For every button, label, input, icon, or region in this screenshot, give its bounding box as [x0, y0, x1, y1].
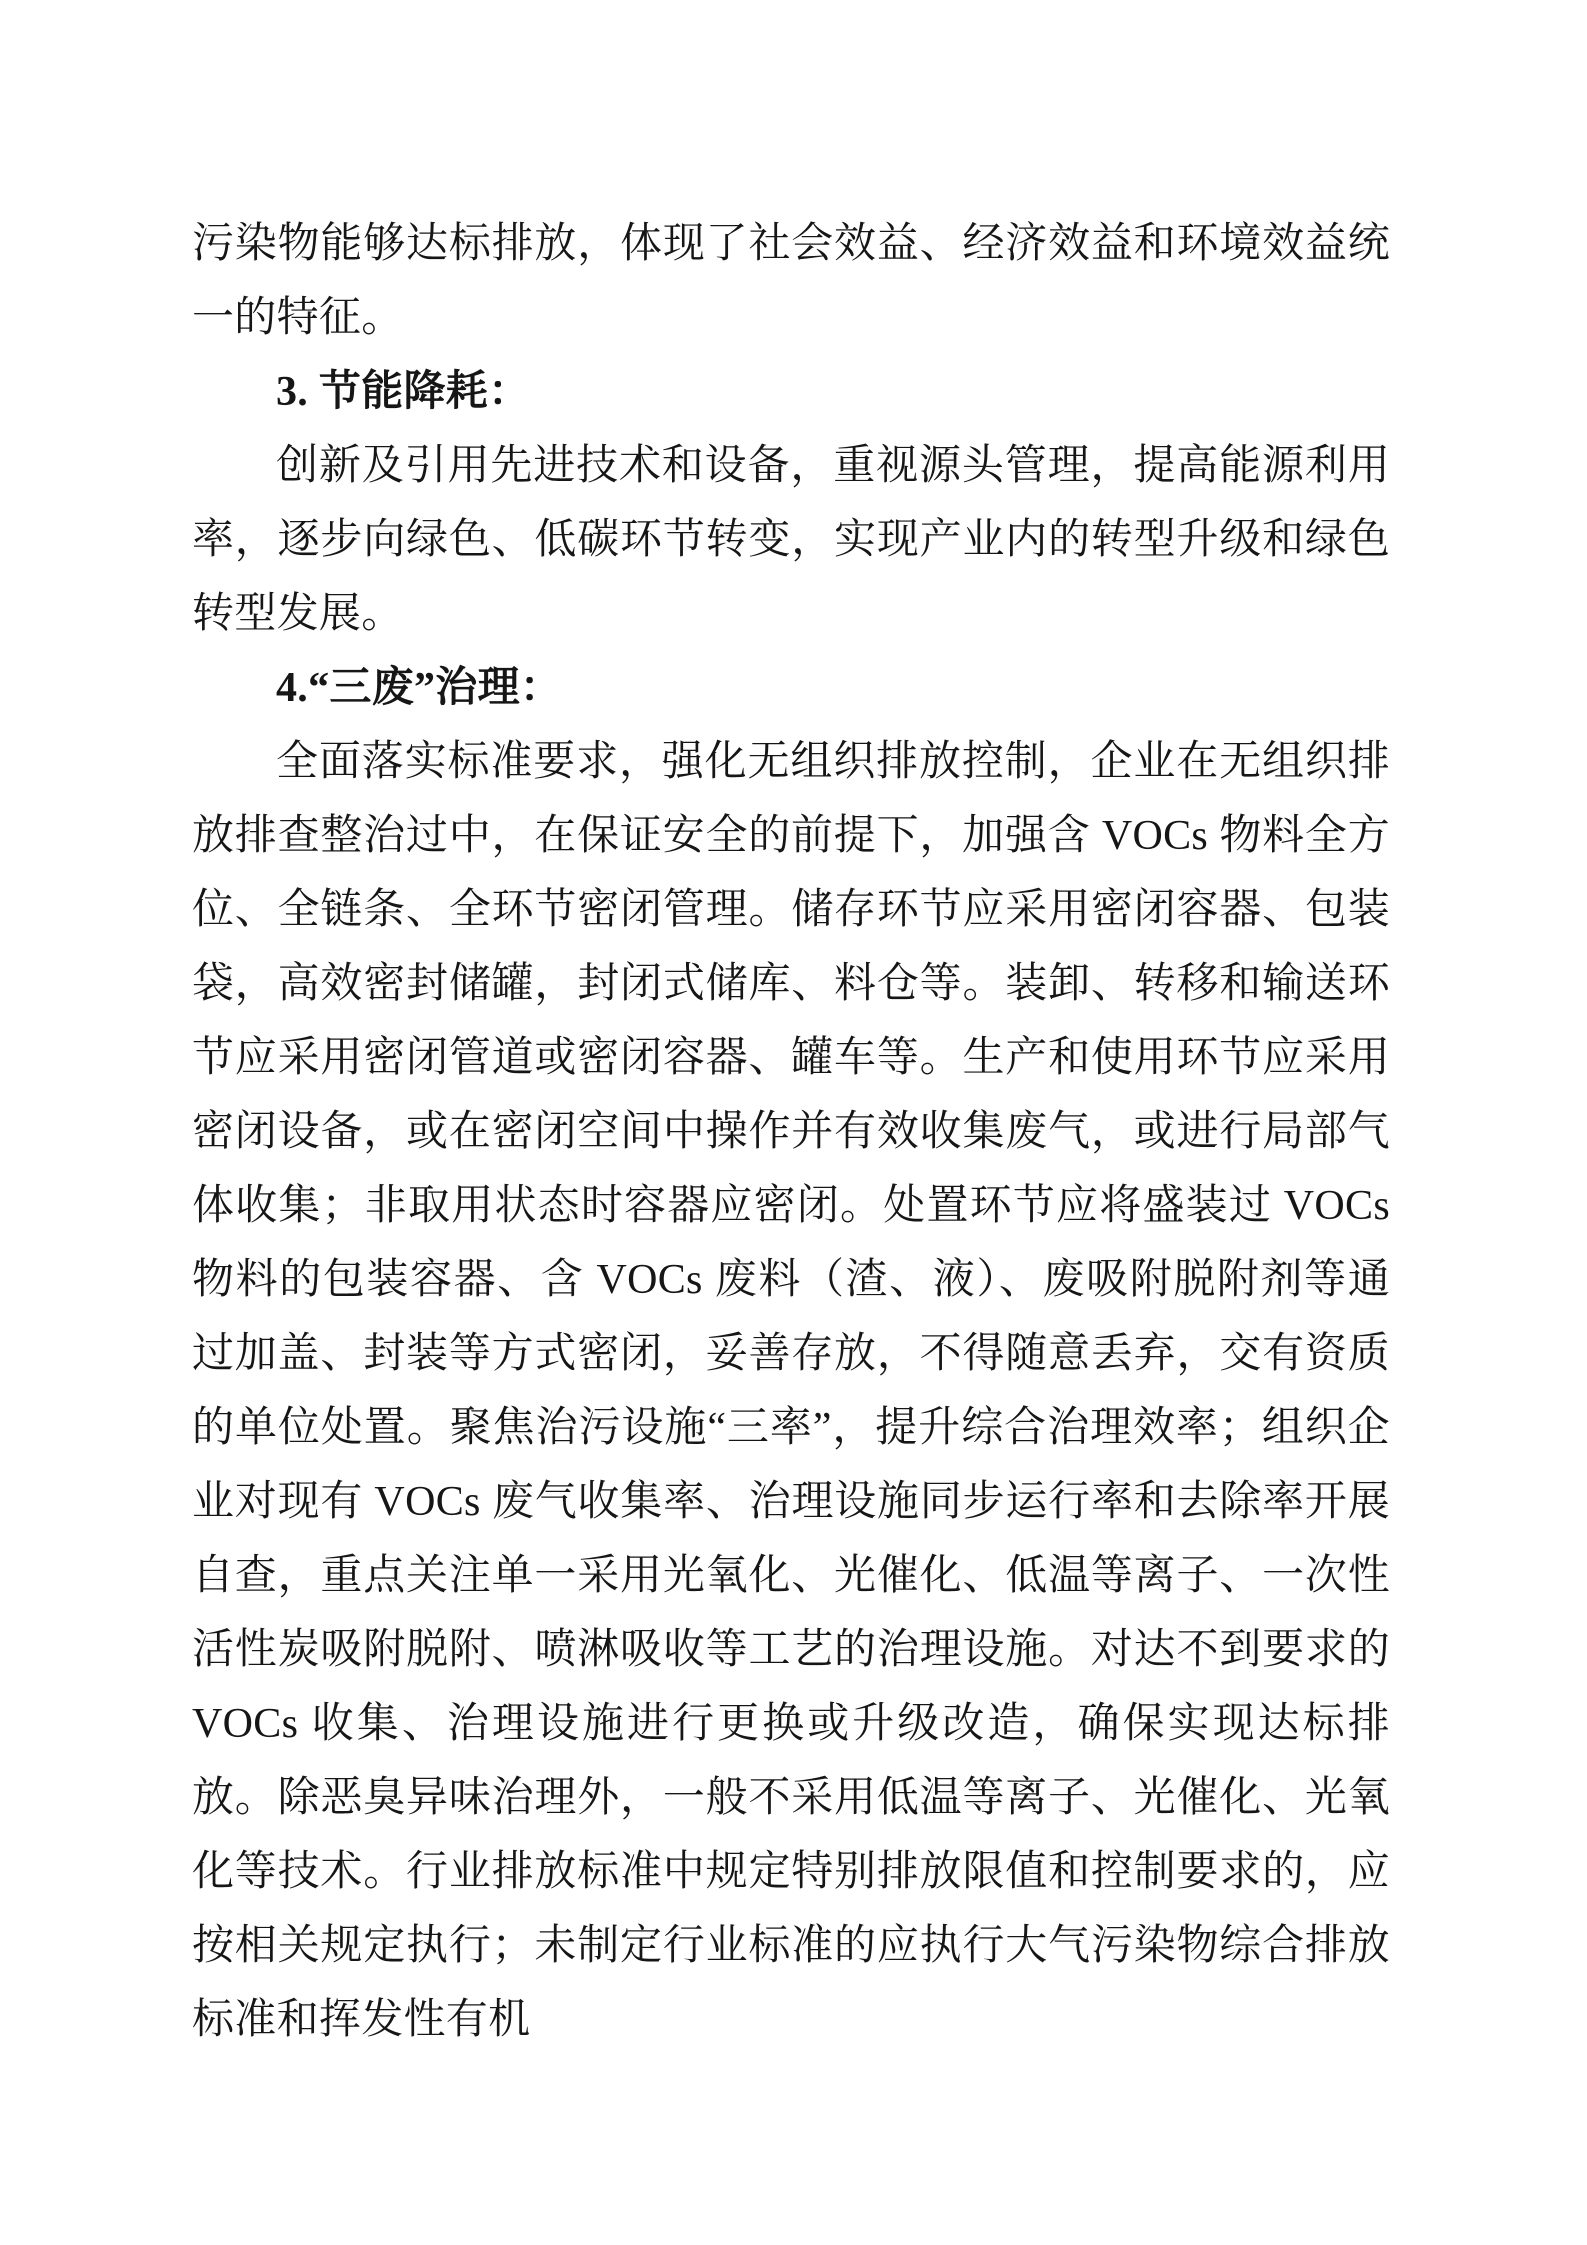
section-heading: 3. 节能降耗：	[276, 369, 531, 415]
page-text-block	[192, 207, 1390, 2057]
section-heading: 4.“三废”治理：	[276, 665, 563, 711]
body-paragraph: 污染物能够达标排放，体现了社会效益、经济效益和环境效益统一的特征。	[192, 221, 1390, 341]
body-paragraph: 创新及引用先进技术和设备，重视源头管理，提高能源利用率，逐步向绿色、低碳环节转变，实现产业内的转型升级和绿色转型发展。	[192, 443, 1390, 637]
body-paragraph: 全面落实标准要求，强化无组织排放控制，企业在无组织排放排查整治过中，在保证安全的前提下，加强含 VOCs 物料全方位、全链条、全环节密闭管理。储存环节应采用密闭容器、包装袋，高效密封储罐，封闭式储库、料仓等。装卸、转移和输送环节应采用密闭管道或密闭容器、罐车等。生产和使用环节应采用密闭设备，或在密闭空间中操作并有效收集废气，或进行局部气体收集；非取用状态时容器应密闭。处置环节应将盛装过 VOCs 物料的包装容器、含 VOCs 废料（渣、液）、废吸附脱附剂等通过加盖、封装等方式密闭，妥善存放，不得随意丢弃，交有资质的单位处置。聚焦治污设施“三率”，提升综合治理效率；组织企业对现有 VOCs 废气收集率、治理设施同步运行率和去除率开展自查，重点关注单一采用光氧化、光催化、低温等离子、一次性活性炭吸附脱附、喷淋吸收等工艺的治理设施。对达不到要求的 VOCs 收集、治理设施进行更换或升级改造，确保实现达标排放。除恶臭异味治理外，一般不采用低温等离子、光催化、光氧化等技术。行业排放标准中规定特别排放限值和控制要求的，应按相关规定执行；未制定行业标准的应执行大气污染物综合排放标准和挥发性有机	[192, 739, 1390, 2043]
